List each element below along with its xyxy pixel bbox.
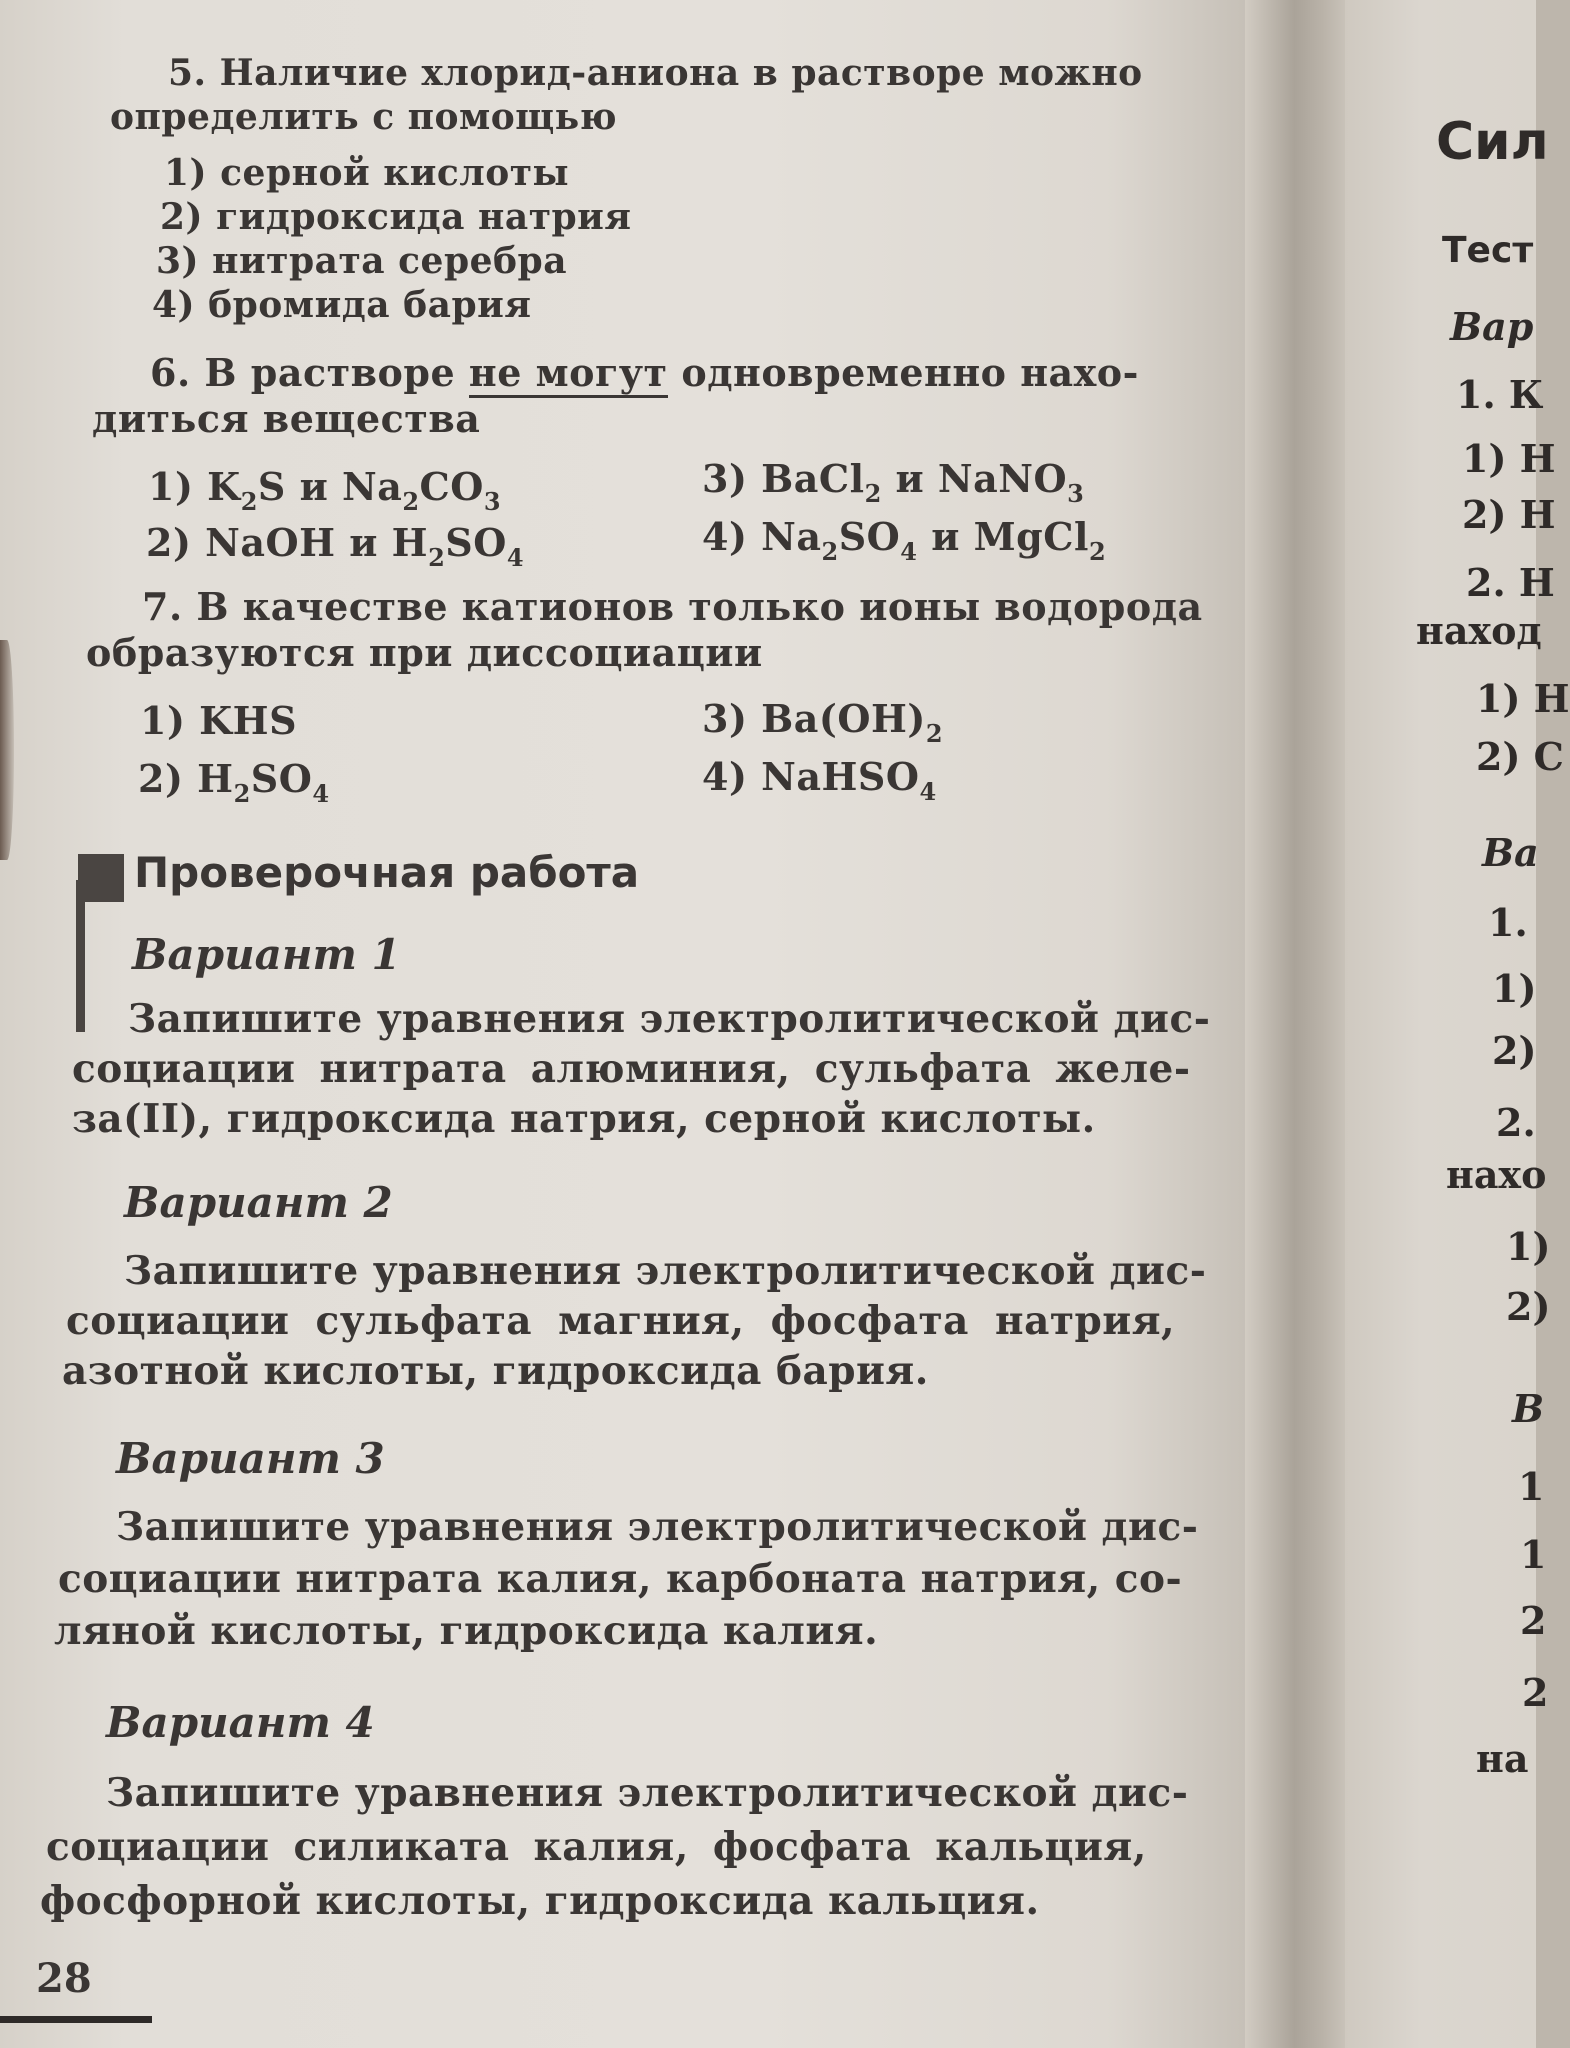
right-v3-opt1: 1: [1520, 1532, 1547, 1577]
q6-number: 6.: [150, 350, 191, 395]
section-title: Проверочная работа: [134, 848, 640, 897]
q6-option-2: 2) NaOH и $H_2SO_4$: [146, 520, 525, 572]
right-q2: 2. Н: [1466, 560, 1555, 605]
q7-option-3: 3) $Ba(OH)_2$: [702, 696, 944, 748]
right-subheading: Тест: [1442, 230, 1534, 271]
right-v3-opt2: 2: [1520, 1598, 1547, 1643]
right-v3-q2-line2: на: [1476, 1736, 1529, 1781]
right-q1: 1. К: [1456, 372, 1544, 417]
q7-line2: образуются при диссоциации: [86, 630, 763, 675]
variant-4-line1: Запишите уравнения электролитической дис-: [106, 1770, 1189, 1816]
q7-option-2: 2) $H_2SO_4$: [138, 756, 330, 808]
right-q2-opt2: 2) С: [1476, 734, 1564, 779]
q6-line1: [150, 350, 1139, 395]
book-gutter: [1245, 0, 1355, 2048]
right-v2-q2-opt2: 2): [1506, 1284, 1551, 1329]
variant-2-line2: социации сульфата магния, фосфата натрия,: [66, 1298, 1176, 1344]
q7-option-1: 1) KHS: [140, 698, 298, 743]
variant-1-line2: социации нитрата алюминия, сульфата желе-: [72, 1046, 1191, 1092]
right-v2-q2: 2.: [1496, 1100, 1536, 1145]
q5-option-2: 2) гидроксида натрия: [160, 196, 632, 238]
variant-4-title: Вариант 4: [106, 1698, 375, 1747]
right-q2-line2: наход: [1416, 608, 1542, 653]
right-v2-q1: 1.: [1488, 900, 1528, 945]
variant-3-line1: Запишите уравнения электролитической дис-: [116, 1504, 1199, 1550]
variant-3-line2: социации нитрата калия, карбоната натрия, со-: [58, 1556, 1183, 1602]
q6-line2: диться вещества: [92, 396, 481, 441]
section-marker-rule: [76, 880, 85, 1032]
q7-option-4: 4) NaHSO$_4$: [702, 754, 937, 806]
right-variant-1: Вар: [1450, 304, 1534, 349]
q5-line2: определить с помощью: [110, 96, 618, 138]
page-edge-shadow: [0, 640, 14, 860]
q6-option-3: 3) BaCl$_2$ и NaNO$_3$: [702, 456, 1085, 508]
q5-option-4: 4) бромида бария: [152, 284, 532, 326]
right-v2-q2-line2: нахо: [1446, 1152, 1547, 1197]
variant-1-line3: за(II), гидроксида натрия, серной кислоты.: [72, 1096, 1096, 1142]
right-v2-q2-opt1: 1): [1506, 1224, 1551, 1269]
variant-1-title: Вариант 1: [132, 930, 401, 979]
q6-pre: В растворе: [204, 350, 456, 395]
right-q2-opt1: 1) Н: [1476, 676, 1570, 721]
variant-2-line1: Запишите уравнения электролитической дис-: [124, 1248, 1207, 1294]
q5-line1: 5. Наличие хлорид-аниона в растворе можно: [168, 52, 1143, 94]
right-v2-q1-opt2: 2): [1492, 1028, 1537, 1073]
variant-2-line3: азотной кислоты, гидроксида бария.: [62, 1348, 929, 1394]
page-number: 28: [36, 1955, 92, 2002]
page-number-rule: [0, 2016, 152, 2023]
right-q1-opt1: 1) Н: [1462, 436, 1556, 481]
q5-option-1: 1) серной кислоты: [164, 152, 570, 194]
q7-line1: 7. В качестве катионов только ионы водорода: [142, 584, 1203, 629]
variant-4-line3: фосфорной кислоты, гидроксида кальция.: [40, 1878, 1040, 1924]
right-v3-q2: 2: [1522, 1670, 1549, 1715]
variant-2-title: Вариант 2: [124, 1178, 393, 1227]
variant-3-line3: ляной кислоты, гидроксида калия.: [54, 1608, 879, 1654]
q6-option-4: 4) $Na_2SO_4$ и MgCl$_2$: [702, 514, 1107, 566]
q6-post: одновременно нахо-: [681, 350, 1139, 395]
q6-emphasis: не могут: [469, 350, 668, 398]
right-variant-3: В: [1512, 1386, 1545, 1431]
q6-option-1: 1) $K_2S$ и $Na_2CO_3$: [148, 464, 502, 516]
right-v3-q1: 1: [1518, 1464, 1545, 1509]
right-v2-q1-opt1: 1): [1492, 966, 1537, 1011]
right-heading: Сил: [1436, 112, 1549, 172]
q5-option-3: 3) нитрата серебра: [156, 240, 568, 282]
variant-1-line1: Запишите уравнения электролитической дис-: [128, 996, 1211, 1042]
right-q1-opt2: 2) Н: [1462, 492, 1556, 537]
variant-4-line2: социации силиката калия, фосфата кальция,: [46, 1824, 1147, 1870]
right-variant-2: Ва: [1482, 830, 1539, 875]
variant-3-title: Вариант 3: [116, 1434, 385, 1483]
